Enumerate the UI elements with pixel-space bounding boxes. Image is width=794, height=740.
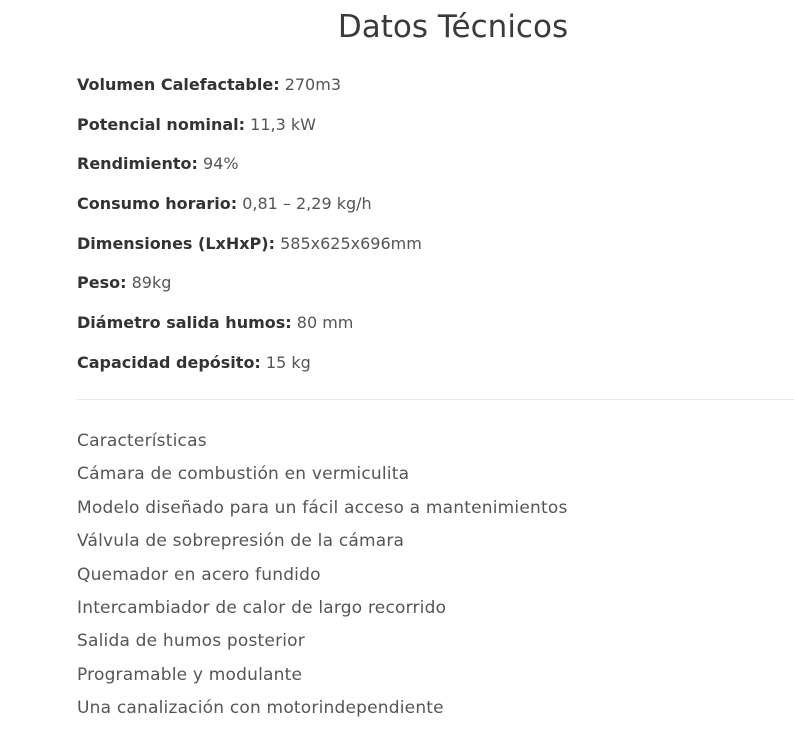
spec-label: Peso: [77,273,127,293]
feature-item: Intercambiador de calor de largo recorrido [77,597,447,618]
technical-specs-list [77,67,422,385]
spec-label: Diámetro salida humos: [77,313,292,333]
spec-value: 80 mm [291,313,354,333]
spec-row-dimensiones [77,226,422,266]
page-title: Datos Técnicos [337,9,569,45]
spec-label: Potencial nominal: [77,114,246,134]
spec-value: 89kg [126,273,172,293]
spec-value: 585x625x696mm [275,233,422,253]
spec-value: 11,3 kW [245,114,316,134]
spec-label: Consumo horario: [77,194,238,214]
spec-value: 94% [197,154,239,174]
spec-row-rendimiento [77,146,422,186]
feature-item: Cámara de combustión en vermiculita [77,464,410,485]
section-divider [77,399,794,400]
spec-label: Capacidad depósito: [77,352,261,372]
spec-row-peso [77,265,422,305]
spec-row-capacidad [77,345,422,385]
spec-value: 15 kg [260,352,311,372]
spec-value: 270m3 [279,75,341,94]
feature-item: Una canalización con motorindependiente [77,698,444,719]
spec-row-volumen [77,67,422,107]
spec-row-potencial [77,107,422,147]
spec-value: 0,81 – 2,29 kg/h [237,194,372,214]
feature-item: Salida de humos posterior [77,631,305,652]
spec-label: Dimensiones (LxHxP): [77,233,275,253]
spec-row-consumo [77,186,422,226]
spec-label: Rendimiento: [77,154,198,174]
features-list [77,426,568,727]
feature-item: Modelo diseñado para un fácil acceso a mantenimientos [77,497,568,518]
feature-item: Válvula de sobrepresión de la cámara [77,531,405,552]
feature-item: Quemador en acero fundido [77,564,321,585]
spec-label: Volumen Calefactable: [77,75,280,94]
features-heading: Características [77,431,207,451]
feature-item: Programable y modulante [77,664,303,685]
spec-row-diametro [77,305,422,345]
